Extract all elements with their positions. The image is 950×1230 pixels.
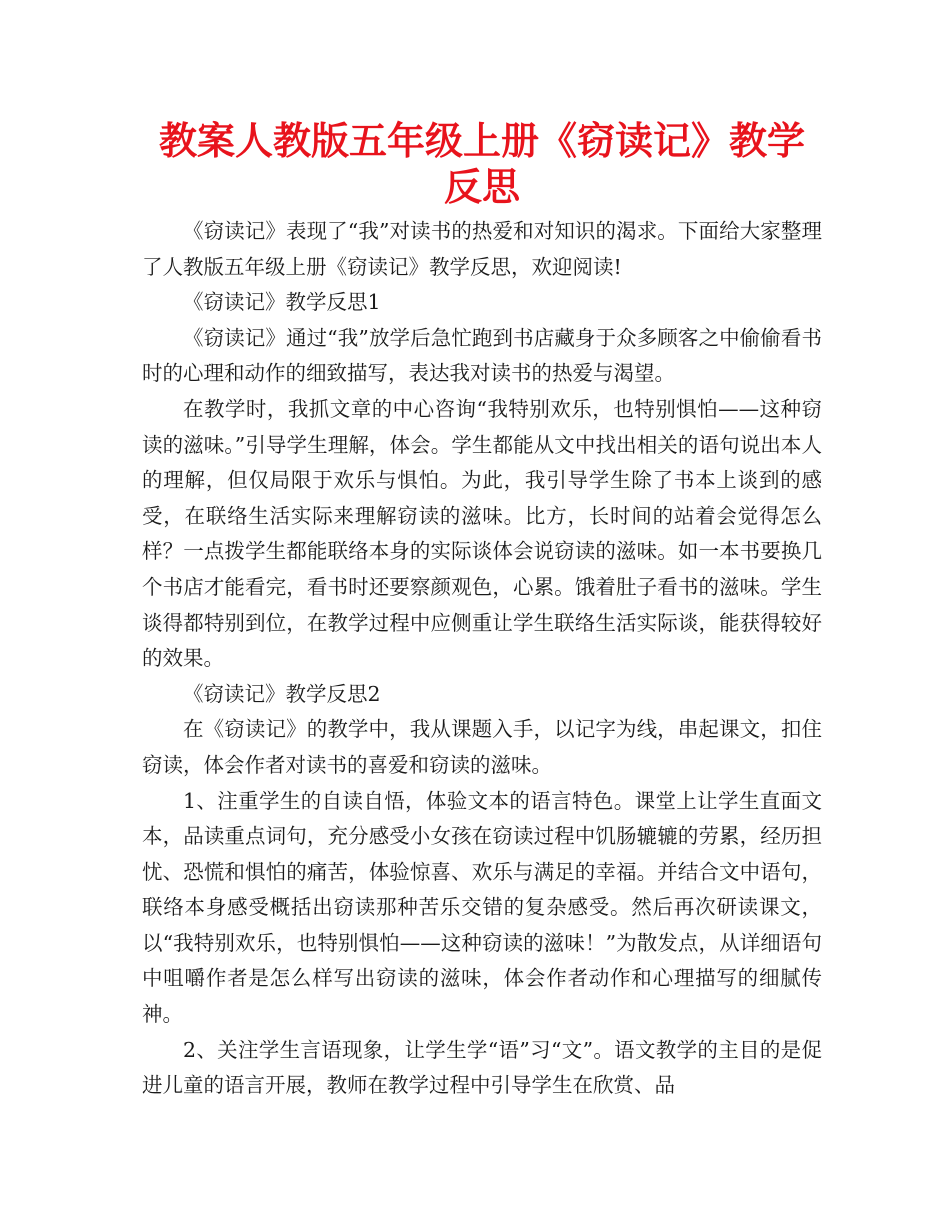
- paragraph: 1、注重学生的自读自悟，体验文本的语言特色。课堂上让学生直面文本，品读重点词句，充分感受小女孩在窃读过程中饥肠辘辘的劳累，经历担忧、恐慌和惧怕的痛苦，体验惊喜、欢乐与满足的幸福。并结合文中语句，联络本身感受概括出窃读那种苦乐交错的复杂感受。然后再次研读课文，以“我特别欢乐，也特别惧怕——这种窃读的滋味！”为散发点，从详细语句中咀嚼作者是怎么样写出窃读的滋味，体会作者动作和心理描写的细腻传神。: [142, 788, 822, 1027]
- section-heading-2: 《窃读记》教学反思2: [183, 681, 381, 706]
- paragraph: 《窃读记》通过“我”放学后急忙跑到书店藏身于众多顾客之中偷偷看书时的心理和动作的细致描写，表达我对读书的热爱与渴望。: [142, 325, 822, 386]
- document-page: [142, 118, 822, 1104]
- paragraph: 在教学时，我抓文章的中心咨询“我特别欢乐，也特别惧怕——这种窃读的滋味。”引导学生理解，体会。学生都能从文中找出相关的语句说出本人的理解，但仅局限于欢乐与惧怕。为此，我引导学生除了书本上谈到的感受，在联络生活实际来理解窃读的滋味。比方，长时间的站着会觉得怎么样？一点拨学生都能联络本身的实际谈体会说窃读的滋味。如一本书要换几个书店才能看完，看书时还要察颜观色，心累。饿着肚子看书的滋味。学生谈得都特别到位，在教学过程中应侧重让学生联络生活实际谈，能获得较好的效果。: [142, 396, 822, 671]
- paragraph-intro: 《窃读记》表现了“我”对读书的热爱和对知识的渴求。下面给大家整理了人教版五年级上册《窃读记》教学反思，欢迎阅读!: [142, 219, 822, 279]
- paragraph: 在《窃读记》的教学中，我从课题入手，以记字为线，串起课文，扣住窃读，体会作者对读书的喜爱和窃读的滋味。: [142, 717, 822, 777]
- document-body: [142, 214, 822, 1104]
- section-heading-1: 《窃读记》教学反思1: [183, 290, 381, 315]
- document-title: 教案人教版五年级上册《窃读记》教学反思: [158, 119, 805, 209]
- paragraph: 2、关注学生言语现象，让学生学“语”习“文”。语文教学的主目的是促进儿童的语言开展，教师在教学过程中引导学生在欣赏、品: [142, 1037, 822, 1098]
